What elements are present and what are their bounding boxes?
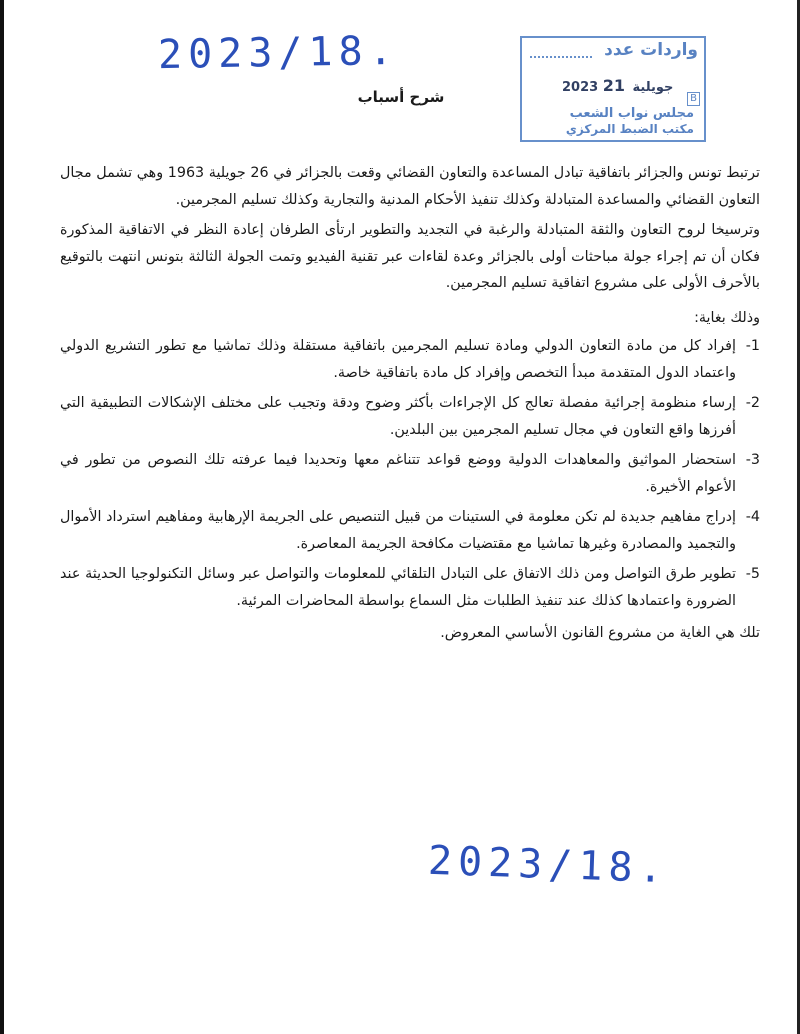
- list-item-text: تطوير طرق التواصل ومن ذلك الاتفاق على التبادل التلقائي للمعلومات والتواصل عبر وسائل التكنولوجيا الحديثة عند الضرورة واعتمادها كذلك عند تنفيذ الطلبات مثل السماع بواسطة المحاضرات المرئية.: [60, 566, 736, 609]
- paragraph: ترتبط تونس والجزائر باتفاقية تبادل المساعدة والتعاون القضائي وقعت بالجزائر في 26 جويلية 1963 وهي تشمل مجال التعاون القضائي والمساعدة المتبادلة وكذلك تنفيذ الأحكام المدنية والتجارية وكذلك تسليم المجرمين.: [60, 165, 761, 208]
- list-item: [60, 447, 760, 500]
- document-heading: شرح أسباب: [357, 88, 445, 106]
- list-item: [60, 561, 760, 614]
- list-item-number: 5-: [745, 566, 760, 582]
- handwritten-reference-bottom: 2023/18.: [427, 837, 670, 893]
- stamp-title: واردات عدد: [604, 40, 698, 60]
- stamp-year: 2023: [562, 80, 599, 95]
- stamp-day: 21: [602, 76, 625, 95]
- list-item-number: 1-: [745, 338, 760, 354]
- document-body: [60, 160, 760, 651]
- stamp-institution: مجلس نواب الشعب: [569, 106, 694, 121]
- list-item-text: إرساء منظومة إجرائية مفصلة تعالج كل الإجراءات بأكثر وضوح ودقة وتجيب على مختلف الإشكالات التطبيقية التي أفرزها واقع التعاون في مجال تسليم المجرمين بين البلدين.: [60, 395, 736, 438]
- paragraph: وترسيخا لروح التعاون والثقة المتبادلة والرغبة في التجديد والتطوير ارتأى الطرفان إعادة النظر في الاتفاقية المذكورة فكان أن تم إجراء جولة مباحثات أولى بالجزائر وعدة لقاءات عبر تقنية الفيديو وتمت الجولة الثالثة بتونس انتهت بالتوقيع بالأحرف الأولى على مشروع اتفاقية تسليم المجرمين.: [60, 222, 760, 291]
- list-item-number: 3-: [745, 452, 760, 468]
- list-item: [60, 333, 760, 386]
- stamp-date: [562, 76, 677, 95]
- closing-statement: تلك هي الغاية من مشروع القانون الأساسي المعروض.: [440, 625, 760, 641]
- list-item-number: 2-: [745, 395, 760, 411]
- list-item-number: 4-: [745, 509, 760, 525]
- objectives-list: [60, 333, 760, 614]
- list-item: [60, 390, 760, 443]
- list-intro: وذلك بغاية:: [694, 309, 760, 326]
- list-item-text: إدراج مفاهيم جديدة لم تكن معلومة في الستينات من قبيل التنصيص على الجريمة الإرهابية ومفاهيم استرداد الأموال والتجميد والمصادرة وغيرها تماشيا مع مقتضيات مكافحة الجريمة المعاصرة.: [60, 509, 736, 552]
- stamp-letter: B: [687, 92, 700, 106]
- list-item-text: استحضار المواثيق والمعاهدات الدولية ووضع قواعد تتناغم معها وتحديدا فيما عرفته تلك النصوص من تطور في الأعوام الأخيرة.: [60, 452, 736, 495]
- list-item: [60, 504, 760, 557]
- scan-edge-left: [0, 0, 4, 1034]
- stamp-month: جويلية: [632, 80, 674, 95]
- stamp-office: مكتب الضبط المركزي: [565, 122, 694, 136]
- stamp-dotted-line: [530, 44, 592, 58]
- receipt-stamp: [520, 36, 706, 142]
- handwritten-reference-top: 2023/18.: [157, 27, 400, 79]
- list-item-text: إفراد كل من مادة التعاون الدولي ومادة تسليم المجرمين باتفاقية مستقلة وذلك تماشيا مع تطور التشريع الدولي واعتماد الدول المتقدمة مبدأ التخصص وإفراد كل مادة باتفاقية خاصة.: [60, 338, 736, 381]
